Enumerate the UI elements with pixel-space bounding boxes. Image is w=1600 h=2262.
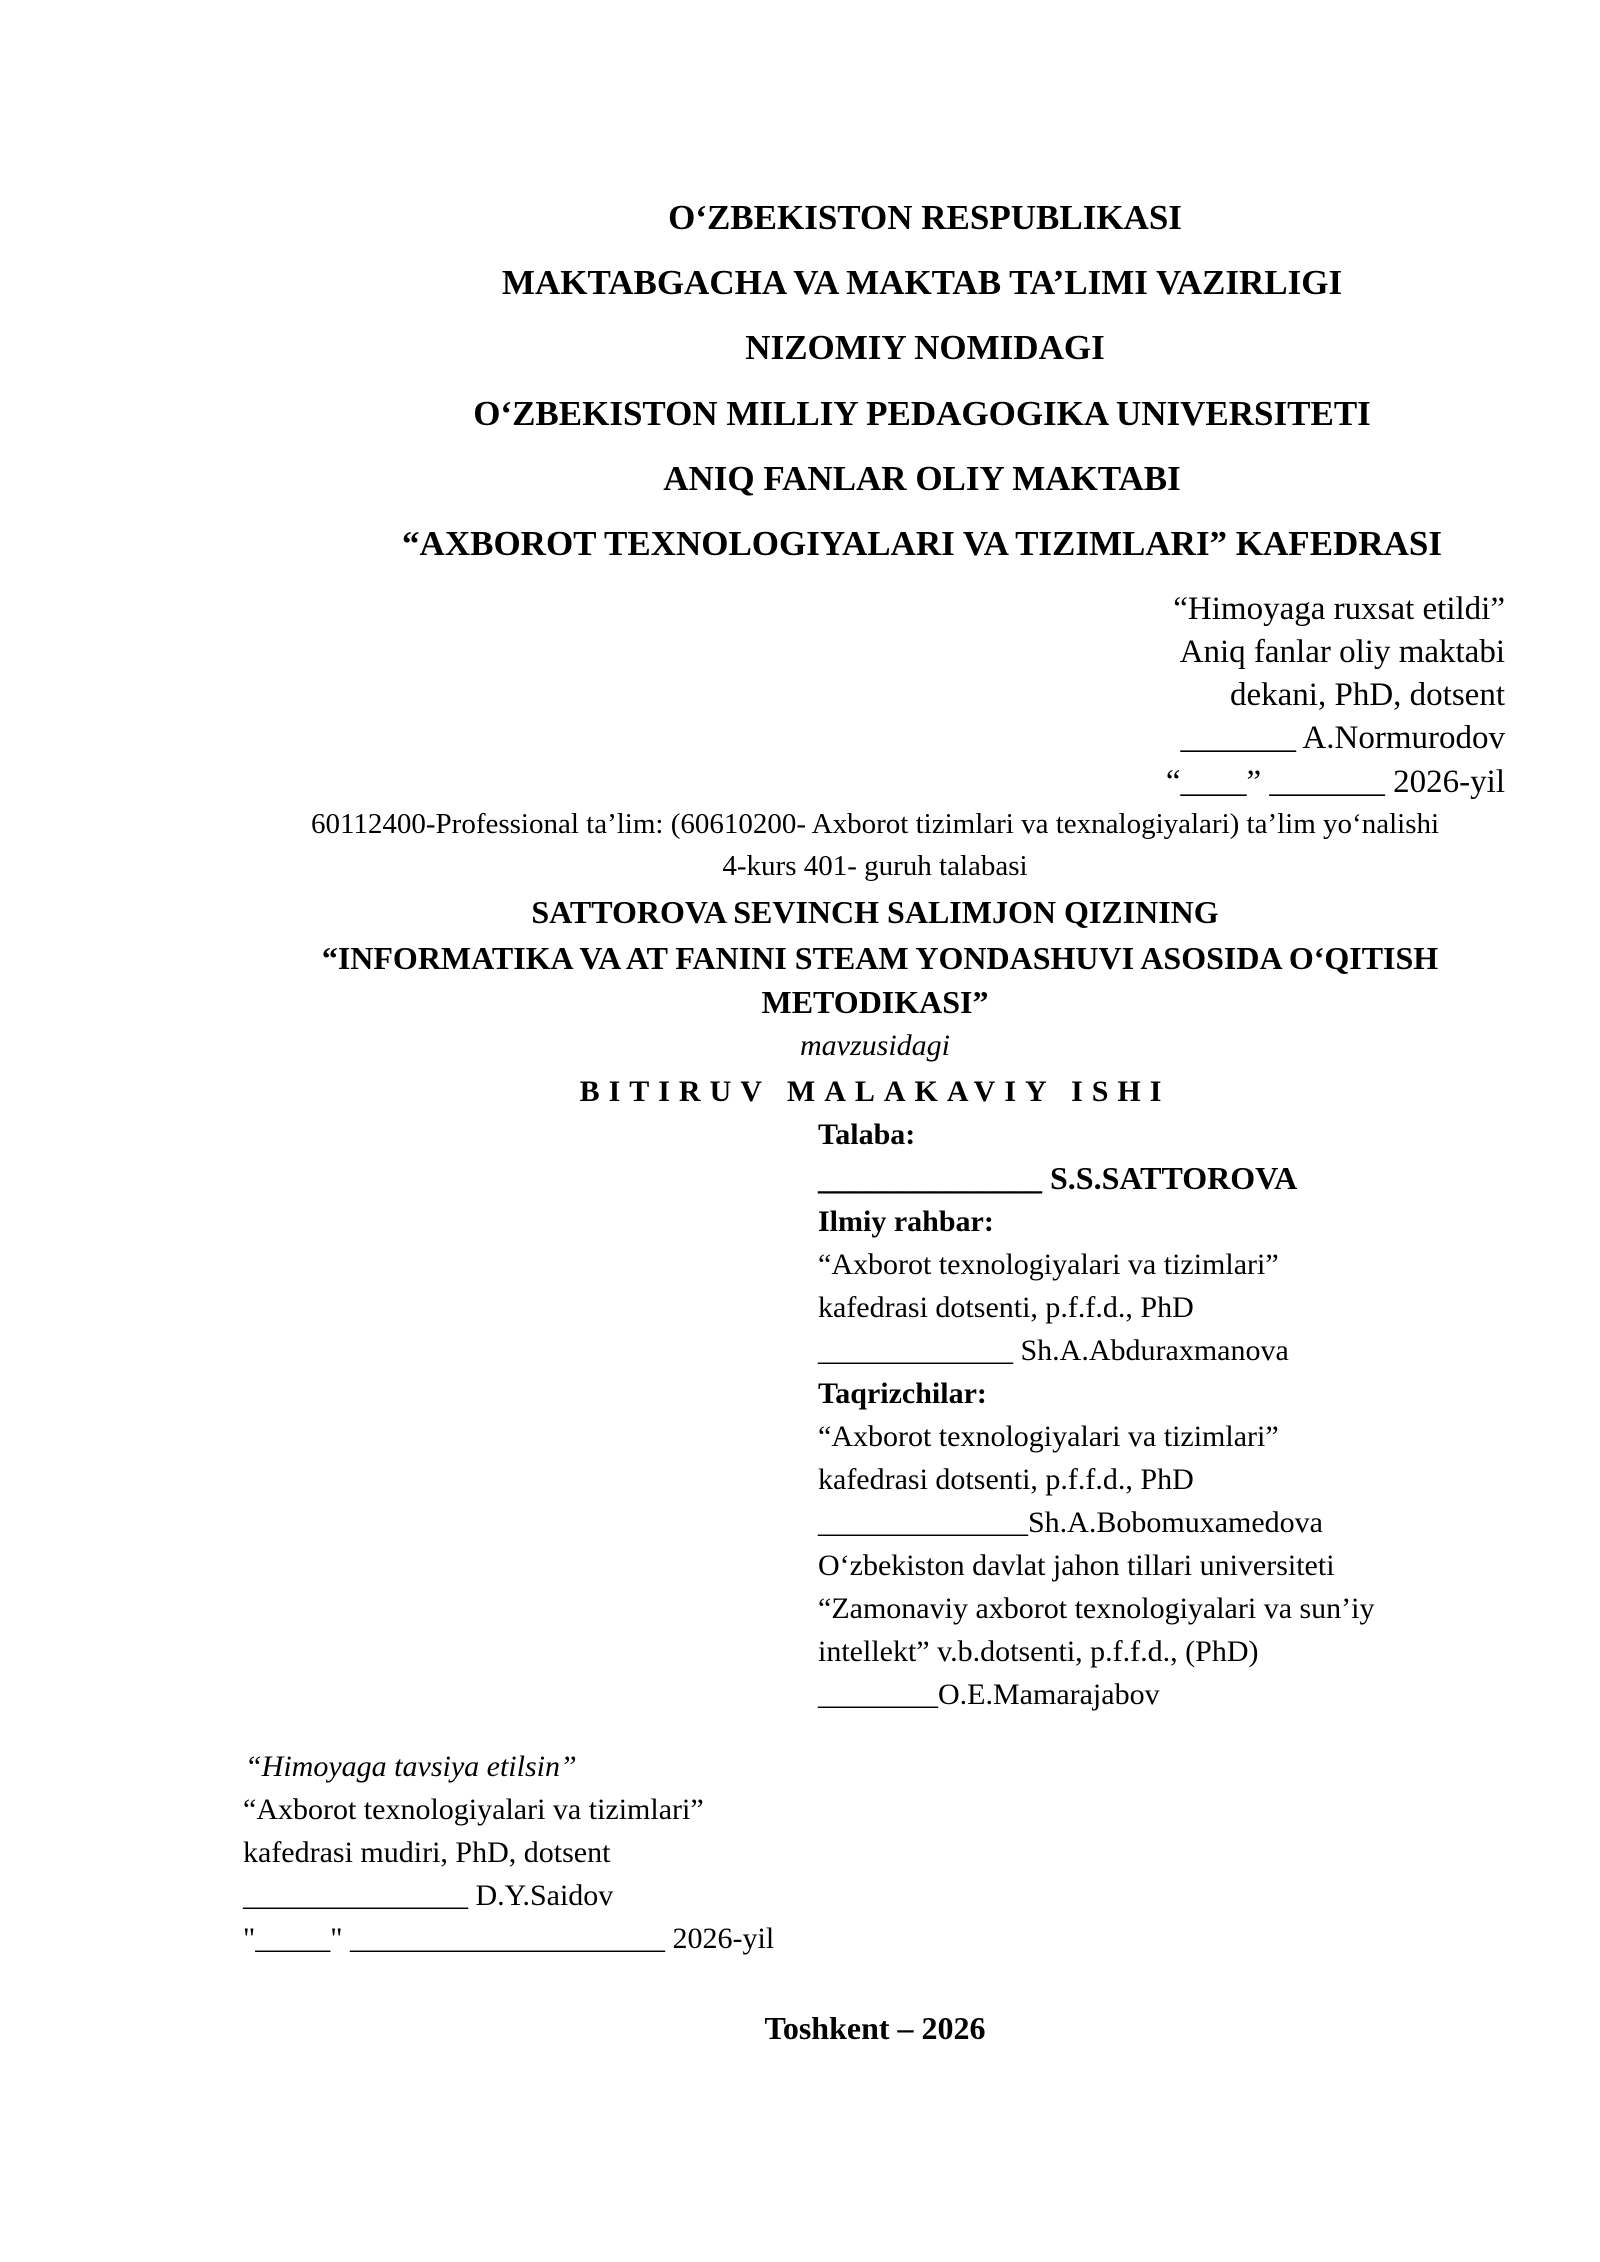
recommendation-signature: _______________ D.Y.Saidov	[243, 1879, 614, 1912]
header-named-after: NIZOMIY NOMIDAGI	[745, 328, 1105, 367]
group-line: 4-kurs 401- guruh talabasi	[722, 850, 1028, 882]
reviewer-2-university: O‘zbekiston davlat jahon tillari universiteti	[818, 1549, 1335, 1582]
supervisor-position: kafedrasi dotsenti, p.f.f.d., PhD	[818, 1291, 1194, 1324]
approval-signature: _______ A.Normurodov	[1180, 720, 1505, 756]
header-school: ANIQ FANLAR OLIY MAKTABI	[663, 459, 1181, 498]
header-department: “AXBOROT TEXNOLOGIYALARI VA TIZIMLARI” KAFEDRASI	[402, 524, 1442, 563]
reviewers-label: Taqrizchilar:	[818, 1377, 987, 1410]
reviewer-2-signature: ________O.E.Mamarajabov	[818, 1678, 1160, 1711]
header-university: O‘ZBEKISTON MILLIY PEDAGOGIKA UNIVERSITETI	[473, 394, 1371, 433]
reviewer-1-department: “Axborot texnologiyalari va tizimlari”	[818, 1420, 1279, 1453]
recommendation-title: “Himoyaga tavsiya etilsin”	[245, 1750, 577, 1783]
recommendation-department: “Axborot texnologiyalari va tizimlari”	[243, 1793, 704, 1826]
approval-date: “____” _______ 2026-yil	[1165, 764, 1505, 800]
approval-title: “Himoyaga ruxsat etildi”	[1173, 591, 1505, 627]
recommendation-date: "_____" _____________________ 2026-yil	[243, 1922, 775, 1955]
student-signature: ______________ S.S.SATTOROVA	[818, 1160, 1298, 1196]
reviewer-2-position: intellekt” v.b.dotsenti, p.f.f.d., (PhD)	[818, 1635, 1259, 1668]
recommendation-position: kafedrasi mudiri, PhD, dotsent	[243, 1836, 611, 1869]
approval-school: Aniq fanlar oliy maktabi	[1179, 634, 1505, 670]
student-label: Talaba:	[818, 1118, 916, 1151]
reviewer-1-position: kafedrasi dotsenti, p.f.f.d., PhD	[818, 1463, 1194, 1496]
program-line: 60112400-Professional ta’lim: (60610200- Axborot tizimlari va texnalogiyalari) ta’lim yo‘nalishi	[310, 808, 1440, 840]
reviewer-1-signature: ______________Sh.A.Bobomuxamedova	[818, 1506, 1323, 1539]
header-ministry: MAKTABGACHA VA MAKTAB TA’LIMI VAZIRLIGI	[501, 263, 1343, 302]
topic-subtitle: mavzusidagi	[800, 1029, 950, 1062]
reviewer-2-department: “Zamonaviy axborot texnologiyalari va sun’iy	[818, 1592, 1375, 1625]
supervisor-label: Ilmiy rahbar:	[818, 1205, 994, 1238]
supervisor-department: “Axborot texnologiyalari va tizimlari”	[818, 1248, 1279, 1281]
work-type: BITIRUV MALAKAVIY ISHI	[579, 1075, 1171, 1108]
footer-city-year: Toshkent – 2026	[764, 2010, 986, 2046]
topic-line-2: METODIKASI”	[761, 984, 989, 1020]
student-full-name: SATTOROVA SEVINCH SALIMJON QIZINING	[531, 894, 1219, 930]
header-country: O‘ZBEKISTON RESPUBLIKASI	[668, 198, 1182, 237]
topic-line-1: “INFORMATIKA VA AT FANINI STEAM YONDASHUVI ASOSIDA O‘QITISH	[321, 940, 1439, 976]
supervisor-signature: _____________ Sh.A.Abduraxmanova	[818, 1334, 1289, 1367]
approval-position: dekani, PhD, dotsent	[1230, 677, 1505, 713]
